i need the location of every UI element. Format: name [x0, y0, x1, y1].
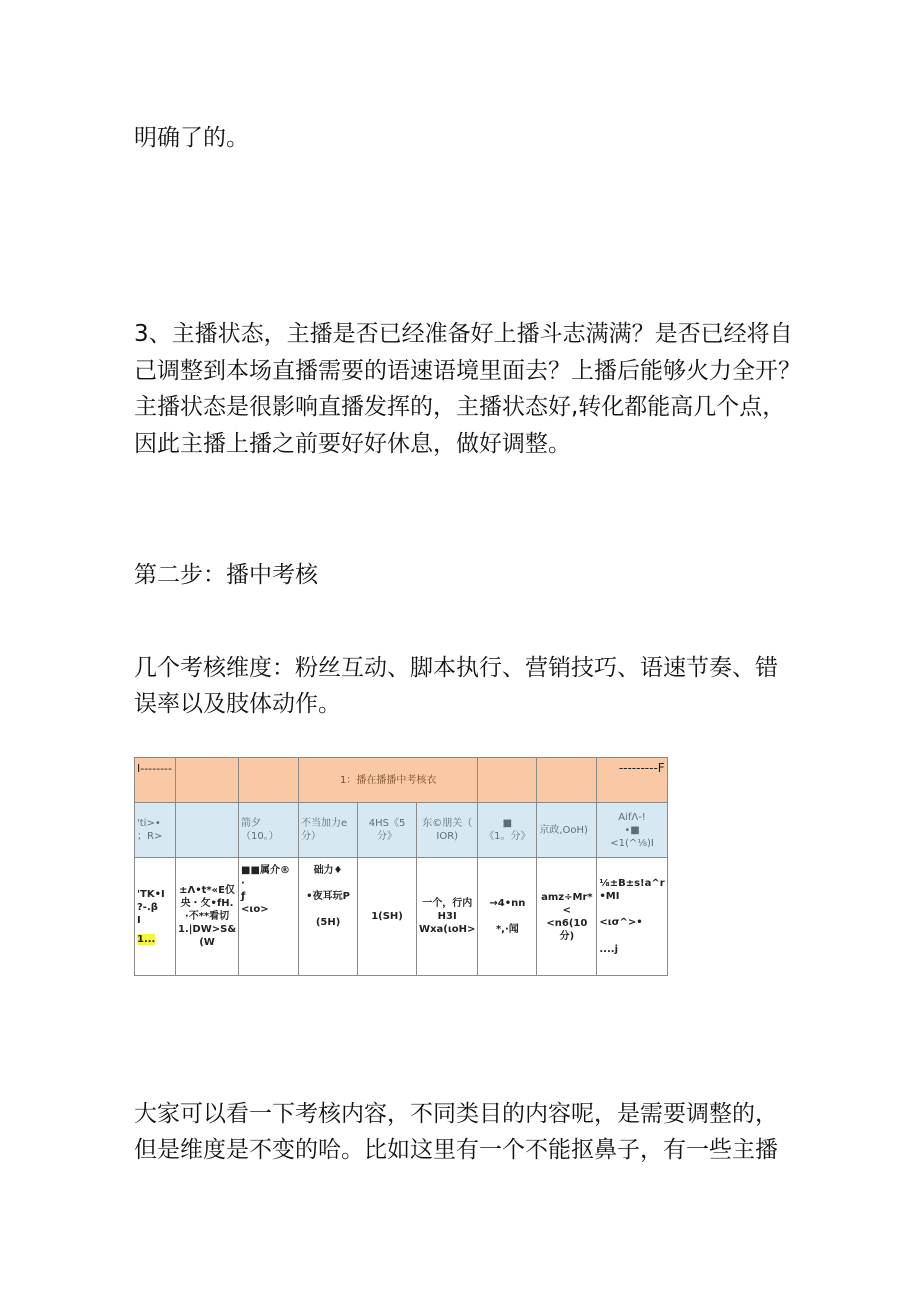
subheader-cell: ■ 《1。分》 [478, 803, 537, 858]
subheader-cell: AifΛ-! •■ <1(^⅛)I [597, 803, 667, 858]
table-cell: ⅛±B±s!a^r •MI <ισ^>• ....j [597, 858, 667, 976]
subheader-cell: 不当加力e 分） [299, 803, 358, 858]
paragraph-anchor-state: 3、主播状态，主播是否已经准备好上播斗志满满？是否已经将自 己调整到本场直播需要的语速语境里面去？上播后能够火力全开？ 主播状态是很影响直播发挥的，主播状态好,转化都能高几个点， 因此主播上播之前要好好休息，做好调整。 [134, 321, 801, 457]
header-cell-blank [239, 758, 299, 803]
subheader-cell: 箭夕 （10。） [239, 803, 299, 858]
table-cell: →4•nn *,·闻 [478, 858, 537, 976]
table-cell: ±Λ•t*«E仅 央・攵•fH. ·不**看切 1.|DW>S& (W [176, 858, 239, 976]
header-cell-blank [176, 758, 239, 803]
header-cell-right: ---------F [597, 758, 667, 803]
header-cell-left: I-------- [135, 758, 176, 803]
table-cell: 1(SH) [358, 858, 417, 976]
assessment-table [134, 757, 668, 976]
table-title: 1：播在播播中考核衣 [299, 758, 478, 803]
paragraph-dimensions: 几个考核维度：粉丝互动、脚本执行、营销技巧、语速节奏、错 误率以及肢体动作。 [134, 655, 778, 717]
table-cell: 一个，行内 H3I Wxa(ιoH> [417, 858, 478, 976]
subheader-cell: 京政,OoH) [537, 803, 597, 858]
subheader-cell: 4HS《5 分》 [358, 803, 417, 858]
header-cell-blank [537, 758, 597, 803]
table-cell: 'TK•I ?-.β I 1... [135, 858, 176, 976]
table-subheader-row [135, 803, 668, 858]
highlighted-text: 1... [137, 933, 156, 945]
paragraph-intro: 明确了的。 [134, 125, 249, 151]
table-header-row [135, 758, 668, 803]
section-heading-step-two: 第二步：播中考核 [134, 562, 318, 588]
subheader-cell: 'ti>• ；R> [135, 803, 176, 858]
subheader-cell [176, 803, 239, 858]
table-cell: amz÷Mr*< <n6(10分) [537, 858, 597, 976]
table-row [135, 858, 668, 976]
subheader-cell: 东©朋关（ IOR) [417, 803, 478, 858]
header-cell-blank [478, 758, 537, 803]
table-cell: ■■属介® · ƒ <ιo> [239, 858, 299, 976]
table-cell: 础力♦ •夜耳玩P (5H) [299, 858, 358, 976]
paragraph-assessment-content: 大家可以看一下考核内容，不同类目的内容呢，是需要调整的， 但是维度是不变的哈。比如这里有一个不能抠鼻子，有一些主播 [134, 1101, 778, 1163]
